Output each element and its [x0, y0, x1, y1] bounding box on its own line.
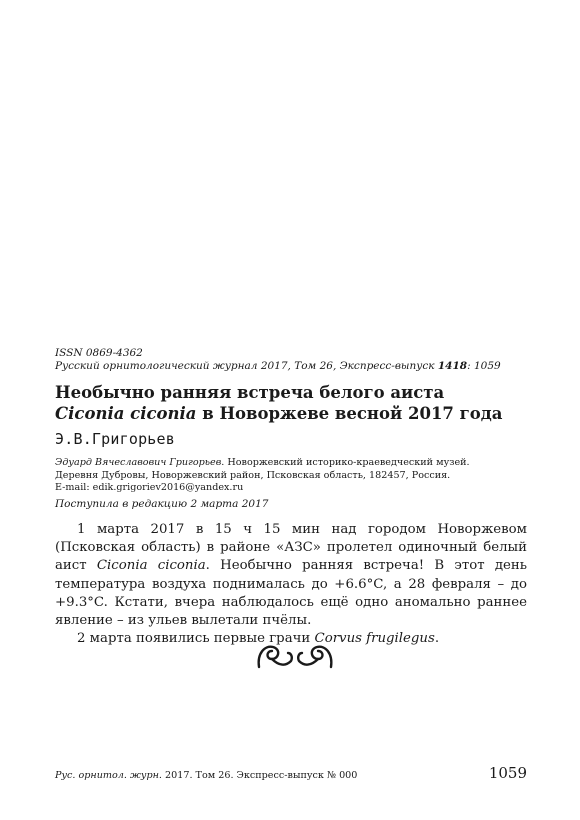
article-page	[55, 0, 527, 820]
issn-line: ISSN 0869-4362	[55, 347, 143, 359]
journal-name: Русский орнитологический журнал 2017, Том 26, Экспресс-выпуск	[55, 360, 438, 372]
author-affiliation	[55, 457, 470, 495]
footer-journal-abbr: Рус. орнитол. журн.	[55, 770, 162, 781]
p2-text-start: 2 марта появились первые грачи	[77, 631, 315, 647]
journal-pages: : 1059	[467, 360, 501, 372]
title-line-1: Необычно ранняя встреча белого аиста	[55, 383, 445, 402]
author-full-name: Эдуард Вячеславович Григорьев	[55, 457, 222, 468]
p2-text-end: .	[434, 631, 440, 647]
affiliation-museum: . Новоржевский историко-краеведческий музей.	[221, 457, 470, 468]
author-name: Э.В.Григорьев	[55, 430, 175, 448]
title-line-2-rest: в Новоржеве весной 2017 года	[196, 404, 503, 423]
title-species-latin: Ciconia ciconia	[55, 404, 197, 423]
body-paragraph-1	[55, 521, 527, 630]
p1-text-start: 1 марта 2017 в 15 ч 15 мин над городом Новоржевом (Псковская область) в районе «АЗС» пролетел одиночный белый аист	[55, 522, 527, 574]
journal-citation	[55, 360, 501, 373]
article-title	[55, 382, 502, 424]
footer-issue-info: 2017. Том 26. Экспресс-выпуск № 000	[161, 770, 358, 781]
affiliation-line-1	[55, 457, 470, 470]
received-date: Поступила в редакцию 2 марта 2017	[55, 498, 269, 510]
p1-text-end: . Необычно ранняя встреча! В этот день температура воздуха поднималась до +6.6°C, а 28 февраля – до +9.3°C. Кстати, вчера наблюдалось ещё одно аномально раннее явление – из ульев вылетали пчёлы.	[55, 558, 528, 629]
author-email: E-mail: edik.grigoriev2016@yandex.ru	[55, 482, 244, 493]
title-line-2	[55, 403, 502, 424]
affiliation-line-2: Деревня Дубровы, Новоржевский район, Псковская область, 182457, Россия.	[55, 469, 451, 481]
p1-species-latin: Ciconia ciconia	[96, 558, 206, 574]
page-number: 1059	[488, 764, 527, 782]
journal-issue-number: 1418	[437, 360, 468, 372]
fleuron-ornament-icon	[255, 641, 335, 671]
footer-citation	[55, 770, 357, 782]
p2-species-latin: Corvus frugilegus	[314, 631, 435, 647]
article-body	[55, 521, 527, 648]
